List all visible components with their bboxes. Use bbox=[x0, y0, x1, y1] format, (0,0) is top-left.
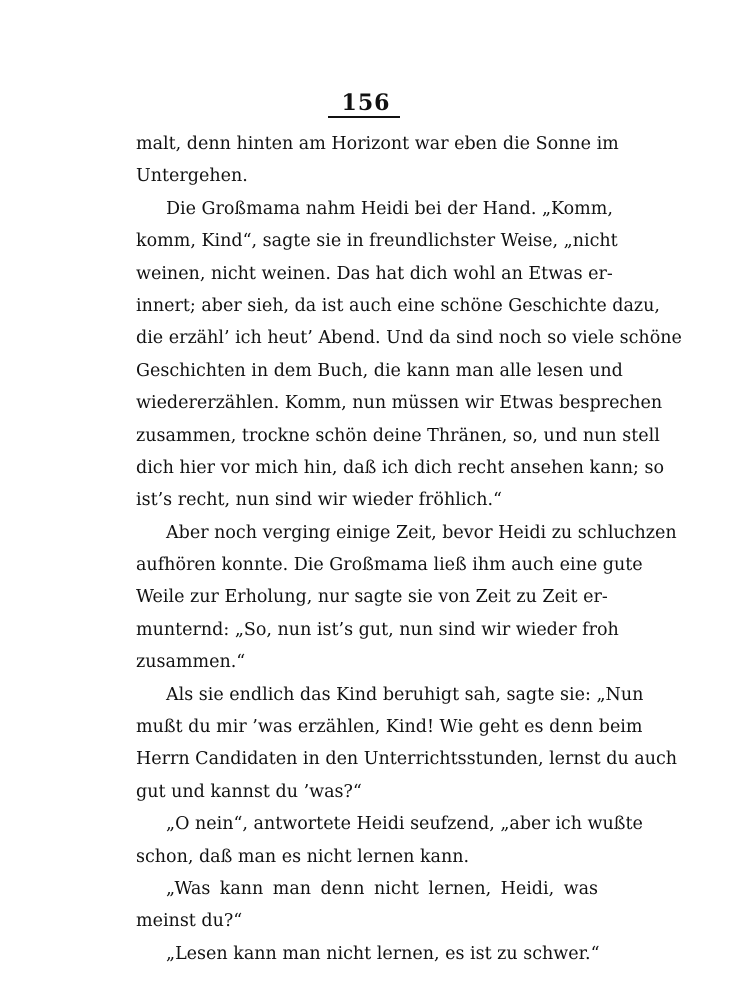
text-line: munternd: „So, nun ist’s gut, nun sind wir wieder froh bbox=[136, 619, 619, 640]
text-line: Als sie endlich das Kind beruhigt sah, sagte sie: „Nun bbox=[166, 684, 644, 705]
text-line: schon, daß man es nicht lernen kann. bbox=[136, 846, 470, 867]
text-line: aufhören konnte. Die Großmama ließ ihm auch eine gute bbox=[136, 555, 643, 576]
text-line: Geschichten in dem Buch, die kann man alle lesen und bbox=[136, 360, 623, 381]
text-line: komm, Kind“, sagte sie in freundlichster Weise, „nicht bbox=[136, 231, 618, 252]
text-line: Herrn Candidaten in den Unterrichtsstunden, lernst du auch bbox=[136, 749, 678, 770]
page-number: 156 bbox=[341, 90, 391, 116]
text-line: „O nein“, antwortete Heidi seufzend, „aber ich wußte bbox=[166, 814, 643, 835]
text-line: „Was kann man denn nicht lernen, Heidi, was bbox=[166, 878, 598, 899]
text-line: meinst du?“ bbox=[136, 911, 243, 932]
text-line: die erzähl’ ich heut’ Abend. Und da sind noch so viele schöne bbox=[136, 328, 682, 349]
text-line: Weile zur Erholung, nur sagte sie von Zeit zu Zeit er- bbox=[136, 587, 608, 608]
text-line: mußt du mir ’was erzählen, Kind! Wie geht es denn beim bbox=[136, 717, 643, 738]
text-line: zusammen.“ bbox=[136, 652, 246, 673]
text-line: innert; aber sieh, da ist auch eine schöne Geschichte dazu, bbox=[136, 295, 660, 316]
text-line: dich hier vor mich hin, daß ich dich recht ansehen kann; so bbox=[136, 457, 665, 478]
text-line: Untergehen. bbox=[136, 166, 248, 187]
text-line: wiedererzählen. Komm, nun müssen wir Etwas besprechen bbox=[136, 393, 663, 414]
text-line: Aber noch verging einige Zeit, bevor Heidi zu schluchzen bbox=[166, 522, 677, 543]
text-line: gut und kannst du ’was?“ bbox=[136, 781, 362, 802]
header-rule bbox=[328, 116, 400, 118]
text-line: Die Großmama nahm Heidi bei der Hand. „Komm, bbox=[166, 198, 613, 219]
text-line: weinen, nicht weinen. Das hat dich wohl an Etwas er- bbox=[136, 263, 613, 284]
text-line: ist’s recht, nun sind wir wieder fröhlich.“ bbox=[136, 490, 503, 511]
text-line: malt, denn hinten am Horizont war eben die Sonne im bbox=[136, 134, 619, 154]
body-text bbox=[136, 128, 682, 970]
text-line: „Lesen kann man nicht lernen, es ist zu schwer.“ bbox=[166, 943, 600, 964]
text-line: zusammen, trockne schön deine Thränen, so, und nun stell bbox=[136, 425, 660, 446]
